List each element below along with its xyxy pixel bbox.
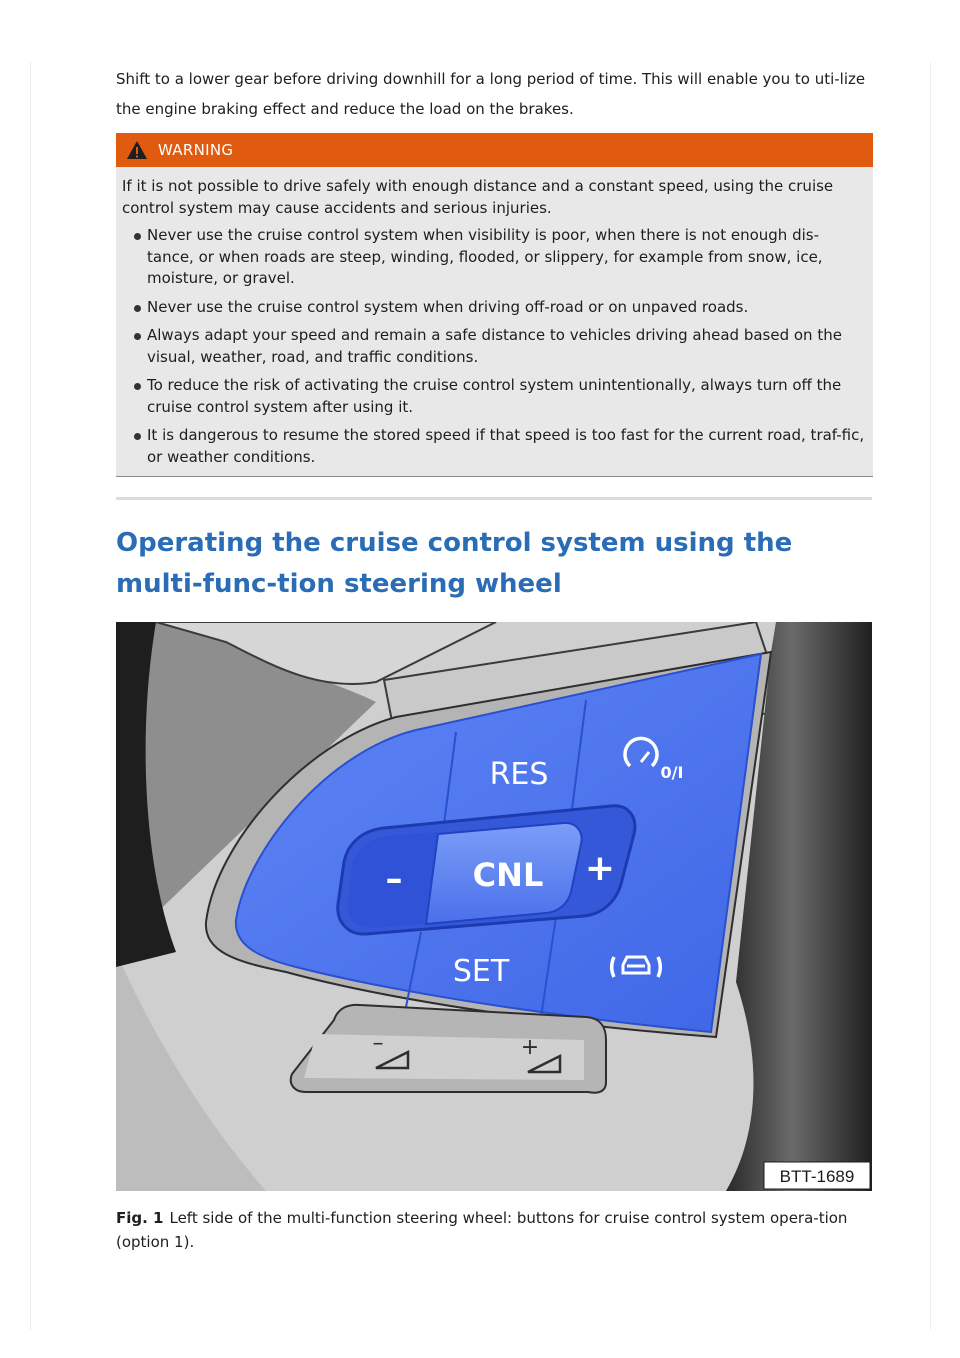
steering-wheel-figure <box>116 622 872 1191</box>
plus-button: + <box>584 848 616 889</box>
figure-code: BTT-1689 <box>779 1167 855 1186</box>
warning-header <box>116 133 873 167</box>
warning-title: WARNING <box>158 141 234 159</box>
warning-item: Never use the cruise control system when driving off-road or on unpaved roads. <box>122 297 865 319</box>
res-button: RES <box>489 757 549 792</box>
volume-plus-label: + <box>520 1035 540 1060</box>
warning-item: To reduce the risk of activating the cruise control system unintentionally, always turn off the cruise control system after using it. <box>122 375 865 418</box>
figure-caption <box>116 1206 876 1254</box>
warning-list <box>122 225 865 468</box>
caption-text: Left side of the multi-function steering wheel: buttons for cruise control system opera-tion (option 1). <box>116 1209 848 1251</box>
volume-minus-label: – <box>372 1031 384 1056</box>
warning-triangle-icon <box>126 140 148 160</box>
steering-wheel-illustration <box>116 622 872 1191</box>
section-separator <box>116 497 872 500</box>
on-off-label: 0/I <box>660 763 684 782</box>
warning-item: It is dangerous to resume the stored speed if that speed is too fast for the current road, traf-fic, or weather conditions. <box>122 425 865 468</box>
warning-box <box>116 133 873 477</box>
warning-body <box>116 167 873 477</box>
section-heading: Operating the cruise control system using the multi-func-tion steering wheel <box>116 528 793 599</box>
left-margin-line <box>30 62 31 1330</box>
figure-number: Fig. 1 <box>116 1209 164 1227</box>
cnl-button: CNL <box>472 856 544 894</box>
warning-lead: If it is not possible to drive safely with enough distance and a constant speed, using the cruise control system may cause accidents and serious injuries. <box>122 177 834 217</box>
warning-item: Always adapt your speed and remain a safe distance to vehicles driving ahead based on the visual, weather, road, and traffic conditions. <box>122 325 865 368</box>
set-button: SET <box>452 954 510 989</box>
minus-button: – <box>385 859 403 899</box>
warning-item: Never use the cruise control system when visibility is poor, when there is not enough dis-tance, or when roads are steep, winding, flooded, or slippery, for example from snow, ice, moisture, or gravel. <box>122 225 865 290</box>
intro-paragraph: Shift to a lower gear before driving downhill for a long period of time. This will enable you to uti-lize the engine braking effect and reduce the load on the brakes. <box>116 70 866 118</box>
right-margin-line <box>930 62 931 1330</box>
